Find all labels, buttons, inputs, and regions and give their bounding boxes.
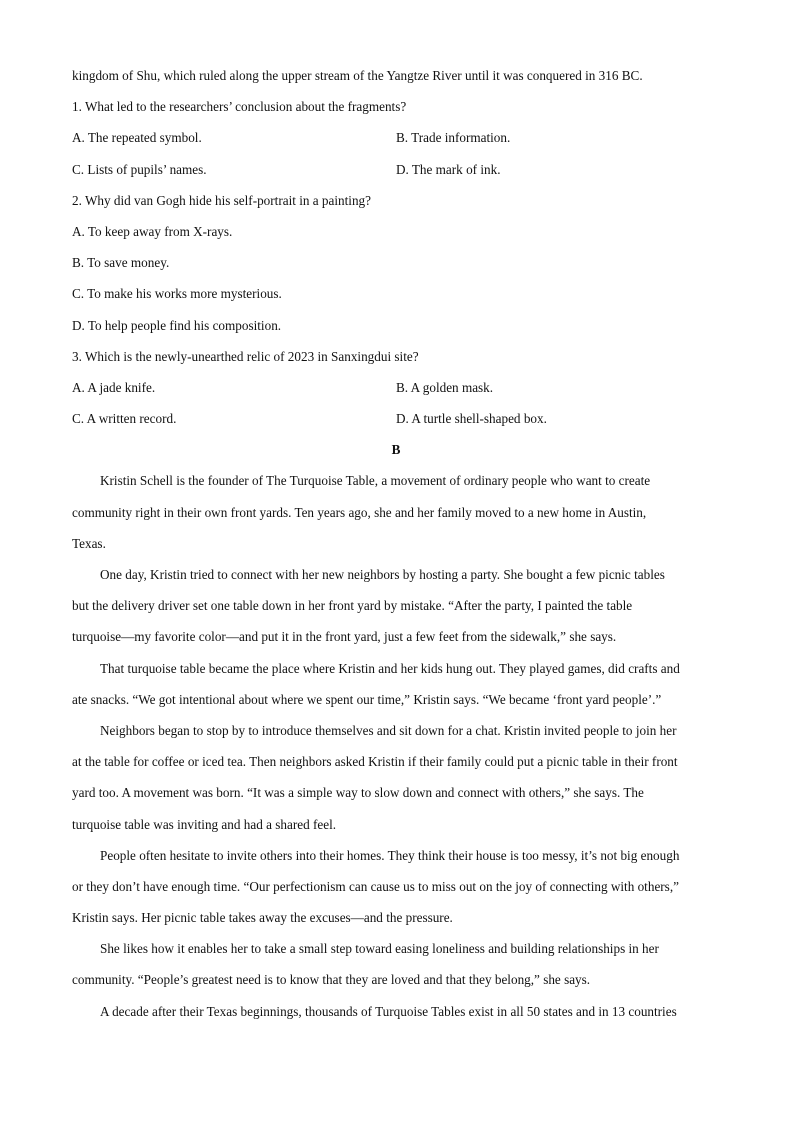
question-3-stem: 3. Which is the newly-unearthed relic of 2023 in Sanxingdui site?: [72, 348, 419, 364]
question-1-options-row-2: [72, 160, 720, 191]
passage-line: at the table for coffee or iced tea. Then neighbors asked Kristin if their family could put a picnic table in their front: [72, 754, 678, 770]
question-2-option-c: C. To make his works more mysterious.: [72, 286, 282, 302]
question-3-options-row-1: [72, 378, 720, 409]
intro-line: kingdom of Shu, which ruled along the upper stream of the Yangtze River until it was conquered in 316 BC.: [72, 68, 643, 83]
passage-line: She likes how it enables her to take a small step toward easing loneliness and building relationships in her: [100, 941, 659, 957]
passage-line: turquoise table was inviting and had a shared feel.: [72, 816, 337, 832]
question-1-option-c: C. Lists of pupils’ names.: [72, 161, 207, 177]
passage-line: or they don’t have enough time. “Our perfectionism can cause us to miss out on the joy of connecting with others,”: [72, 878, 679, 894]
question-3-option-d: D. A turtle shell-shaped box.: [396, 411, 547, 427]
passage-line: community. “People’s greatest need is to know that they are loved and that they belong,” she says.: [72, 972, 591, 988]
section-b-passage: [72, 471, 720, 1032]
passage-line: That turquoise table became the place where Kristin and her kids hung out. They played games, did crafts and: [100, 660, 680, 676]
passage-line: A decade after their Texas beginnings, thousands of Turquoise Tables exist in all 50 states and in 13 countries: [100, 1003, 677, 1019]
passage-line: yard too. A movement was born. “It was a simple way to slow down and connect with others,” she says. The: [72, 785, 644, 801]
passage-line: Neighbors began to stop by to introduce themselves and sit down for a chat. Kristin invited people to join her: [100, 722, 677, 738]
question-3-option-b: B. A golden mask.: [396, 379, 494, 395]
question-1-option-d: D. The mark of ink.: [396, 161, 501, 177]
passage-line: ate snacks. “We got intentional about where we spent our time,” Kristin says. “We became ‘front yard people’.”: [72, 691, 662, 707]
question-3-option-c: C. A written record.: [72, 411, 177, 427]
passage-line: People often hesitate to invite others into their homes. They think their house is too messy, it’s not big enough: [100, 847, 680, 863]
passage-line: Texas.: [72, 535, 106, 551]
question-2-option-a: A. To keep away from X-rays.: [72, 223, 233, 239]
passage-line: but the delivery driver set one table down in her front yard by mistake. “After the party, I painted the table: [72, 598, 633, 614]
question-1-option-a: A. The repeated symbol.: [72, 130, 202, 146]
question-1-option-b: B. Trade information.: [396, 130, 511, 146]
section-b-title: B: [391, 442, 401, 458]
question-2-stem: 2. Why did van Gogh hide his self-portrait in a painting?: [72, 192, 371, 208]
passage-line: community right in their own front yards. Ten years ago, she and her family moved to a new home in Austin,: [72, 504, 647, 520]
document-page: [72, 66, 720, 1033]
question-3-options-row-2: [72, 409, 720, 440]
passage-line: Kristin Schell is the founder of The Turquoise Table, a movement of ordinary people who want to create: [100, 473, 651, 489]
question-3-option-a: A. A jade knife.: [72, 379, 156, 395]
question-1-stem: 1. What led to the researchers’ conclusion about the fragments?: [72, 99, 407, 115]
passage-line: One day, Kristin tried to connect with her new neighbors by hosting a party. She bought a few picnic tables: [100, 567, 665, 582]
question-1-options-row-1: [72, 128, 720, 159]
question-2-option-d: D. To help people find his composition.: [72, 317, 282, 333]
passage-line: Kristin says. Her picnic table takes away the excuses—and the pressure.: [72, 910, 453, 926]
question-2-option-b: B. To save money.: [72, 255, 170, 271]
passage-line: turquoise—my favorite color—and put it in the front yard, just a few feet from the sidewalk,” she says.: [72, 629, 617, 645]
